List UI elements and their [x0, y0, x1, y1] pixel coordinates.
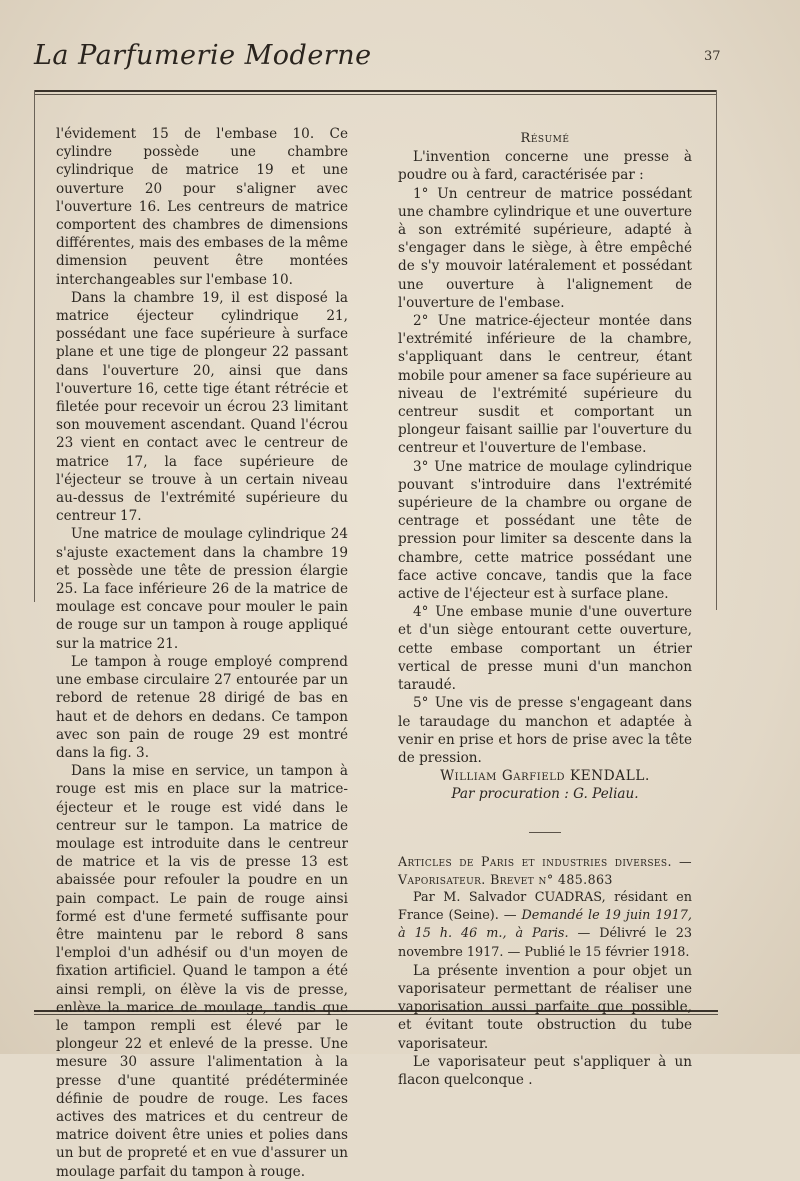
claim-item: 1° Un centreur de matrice possédant une chambre cylindrique et une ouverture à son extrémité supérieure, adapté à s'engager dans le siège, à être empêché de s'y mouvoir latéralement et possédant une ouverture à l'alignement de l'ouverture de l'embase. [398, 185, 692, 311]
claim-item: 4° Une embase munie d'une ouverture et d'un siège entourant cette ouverture, cette embase comportant un étrier vertical de presse muni d'un manchon taraudé. [398, 604, 692, 694]
resume-heading: Résumé [520, 131, 570, 146]
claim-item: 5° Une vis de presse s'engageant dans le taraudage du manchon et adaptée à venir en prise et hors de prise avec la tête de pression. [398, 695, 692, 766]
frame-left-rule [34, 90, 35, 602]
left-paragraph: Le tampon à rouge employé comprend une embase circulaire 27 entourée par un rebord de retenue 28 dirigé de bas en haut et de dehors en dedans. Ce tampon avec son pain de rouge 29 est montré dans la fig. 3. [56, 653, 348, 761]
article-heading: Articles de Paris et industries diverses. — Vaporisateur. Brevet n° 485.863 [398, 853, 692, 887]
left-paragraph: Une matrice de moulage cylindrique 24 s'ajuste exactement dans la chambre 19 et possède une tête de pression élargie 25. La face inférieure 26 de la matrice de moulage est concave pour mouler le pain de rouge sur un tampon à rouge appliqué sur la matrice 21. [56, 526, 348, 652]
left-paragraph: Dans la mise en service, un tampon à rouge est mis en place sur la matrice-éjecteur et le rouge est vidé dans le centreur sur le tampon. La matrice de moulage est introduite dans le centreur de matrice et la vis de presse 13 est abaissée pour refouler la poudre en un pain compact. Le pain de rouge ainsi formé est d'une fermeté suffisante pour être maintenu par le rebord 8 sans l'emploi d'un adhésif ou d'un moyen de fixation artificiel. Quand le tampon a été ainsi rempli, on élève la vis de presse, enlève la marice de moulage, tandis que le tampon rempli est élevé par le plongeur 22 et enlevé de la presse. Une mesure 30 assure l'alimentation à la presse d'une quantité prédéterminée définie de poudre de rouge. Les faces actives des matrices et du centreur de matrice doivent être unies et polies dans un but de propreté et en vue d'assurer un moulage parfait du tampon à rouge. [56, 763, 348, 1180]
left-paragraph: Dans la chambre 19, il est disposé la matrice éjecteur cylindrique 21, possédant une face supérieure à surface plane et une tige de plongeur 22 passant dans l'ouverture 20, ainsi que dans l'ouverture 16, cette tige étant rétrécie et filetée pour recevoir un écrou 23 limitant son mouvement ascendant. Quand l'écrou 23 vient en contact avec le centreur de matrice 17, la face supérieure de l'éjecteur se trouve à un certain niveau au-dessus de l'extrémité supérieure du centreur 17. [56, 289, 348, 525]
procuration-line: Par procuration : G. Peliau. [451, 786, 639, 803]
page-number: 37 [704, 49, 721, 64]
left-column [56, 125, 348, 1181]
right-column [398, 130, 692, 1089]
patent-granted: — Délivré le 23 novembre 1917. — Publié le 15 février 1918. [398, 926, 692, 960]
claim-item: 3° Une matrice de moulage cylindrique pouvant s'introduire dans l'extrémité supérieure de la chambre ou organe de centrage et possédant une tête de pression pour limiter sa descente dans la chambre, cette matrice possédant une face active concave, tandis que la face active de l'éjecteur est à surface plane. [398, 458, 692, 603]
patent-applicant: Par M. Salvador CUADRAS, résidant en France (Seine). — [398, 889, 692, 924]
inventor-signature: William Garfield KENDALL. [440, 768, 650, 785]
patent-details [398, 889, 692, 962]
article-paragraph: La présente invention a pour objet un vaporisateur permettant de réaliser une vaporisation aussi parfaite que possible, et évitant toute obstruction du tube vaporisateur. [398, 962, 692, 1052]
frame-top-rule [34, 90, 716, 92]
resume-intro: L'invention concerne une presse à poudre ou à fard, caractérisée par : [398, 149, 692, 184]
claim-item: 2° Une matrice-éjecteur montée dans l'extrémité inférieure de la chambre, s'appliquant dans le centreur, étant mobile pour amener sa face supérieure au niveau de l'extrémité supérieure du centreur susdit et comportant un plongeur faisant saillie par l'ouverture du centreur et l'ouverture de l'embase. [398, 313, 692, 457]
left-paragraph: l'évidement 15 de l'embase 10. Ce cylindre possède une chambre cylindrique de matrice 19 et une ouverture 20 pour s'aligner avec l'ouverture 16. Les centreurs de matrice comportent des chambres de dimensions différentes, mais des embases de la même dimension peuvent être montées interchangeables sur l'embase 10. [56, 126, 348, 288]
frame-top-rule-inner [34, 94, 716, 95]
article-paragraph: Le vaporisateur peut s'appliquer à un flacon quelconque . [398, 1053, 692, 1088]
frame-right-rule [716, 90, 717, 610]
section-divider [529, 832, 561, 833]
patent-filed: Demandé le 19 juin 1917, à 15 h. 46 m., à Paris. [398, 908, 692, 942]
journal-title: La Parfumerie Moderne [34, 40, 372, 71]
